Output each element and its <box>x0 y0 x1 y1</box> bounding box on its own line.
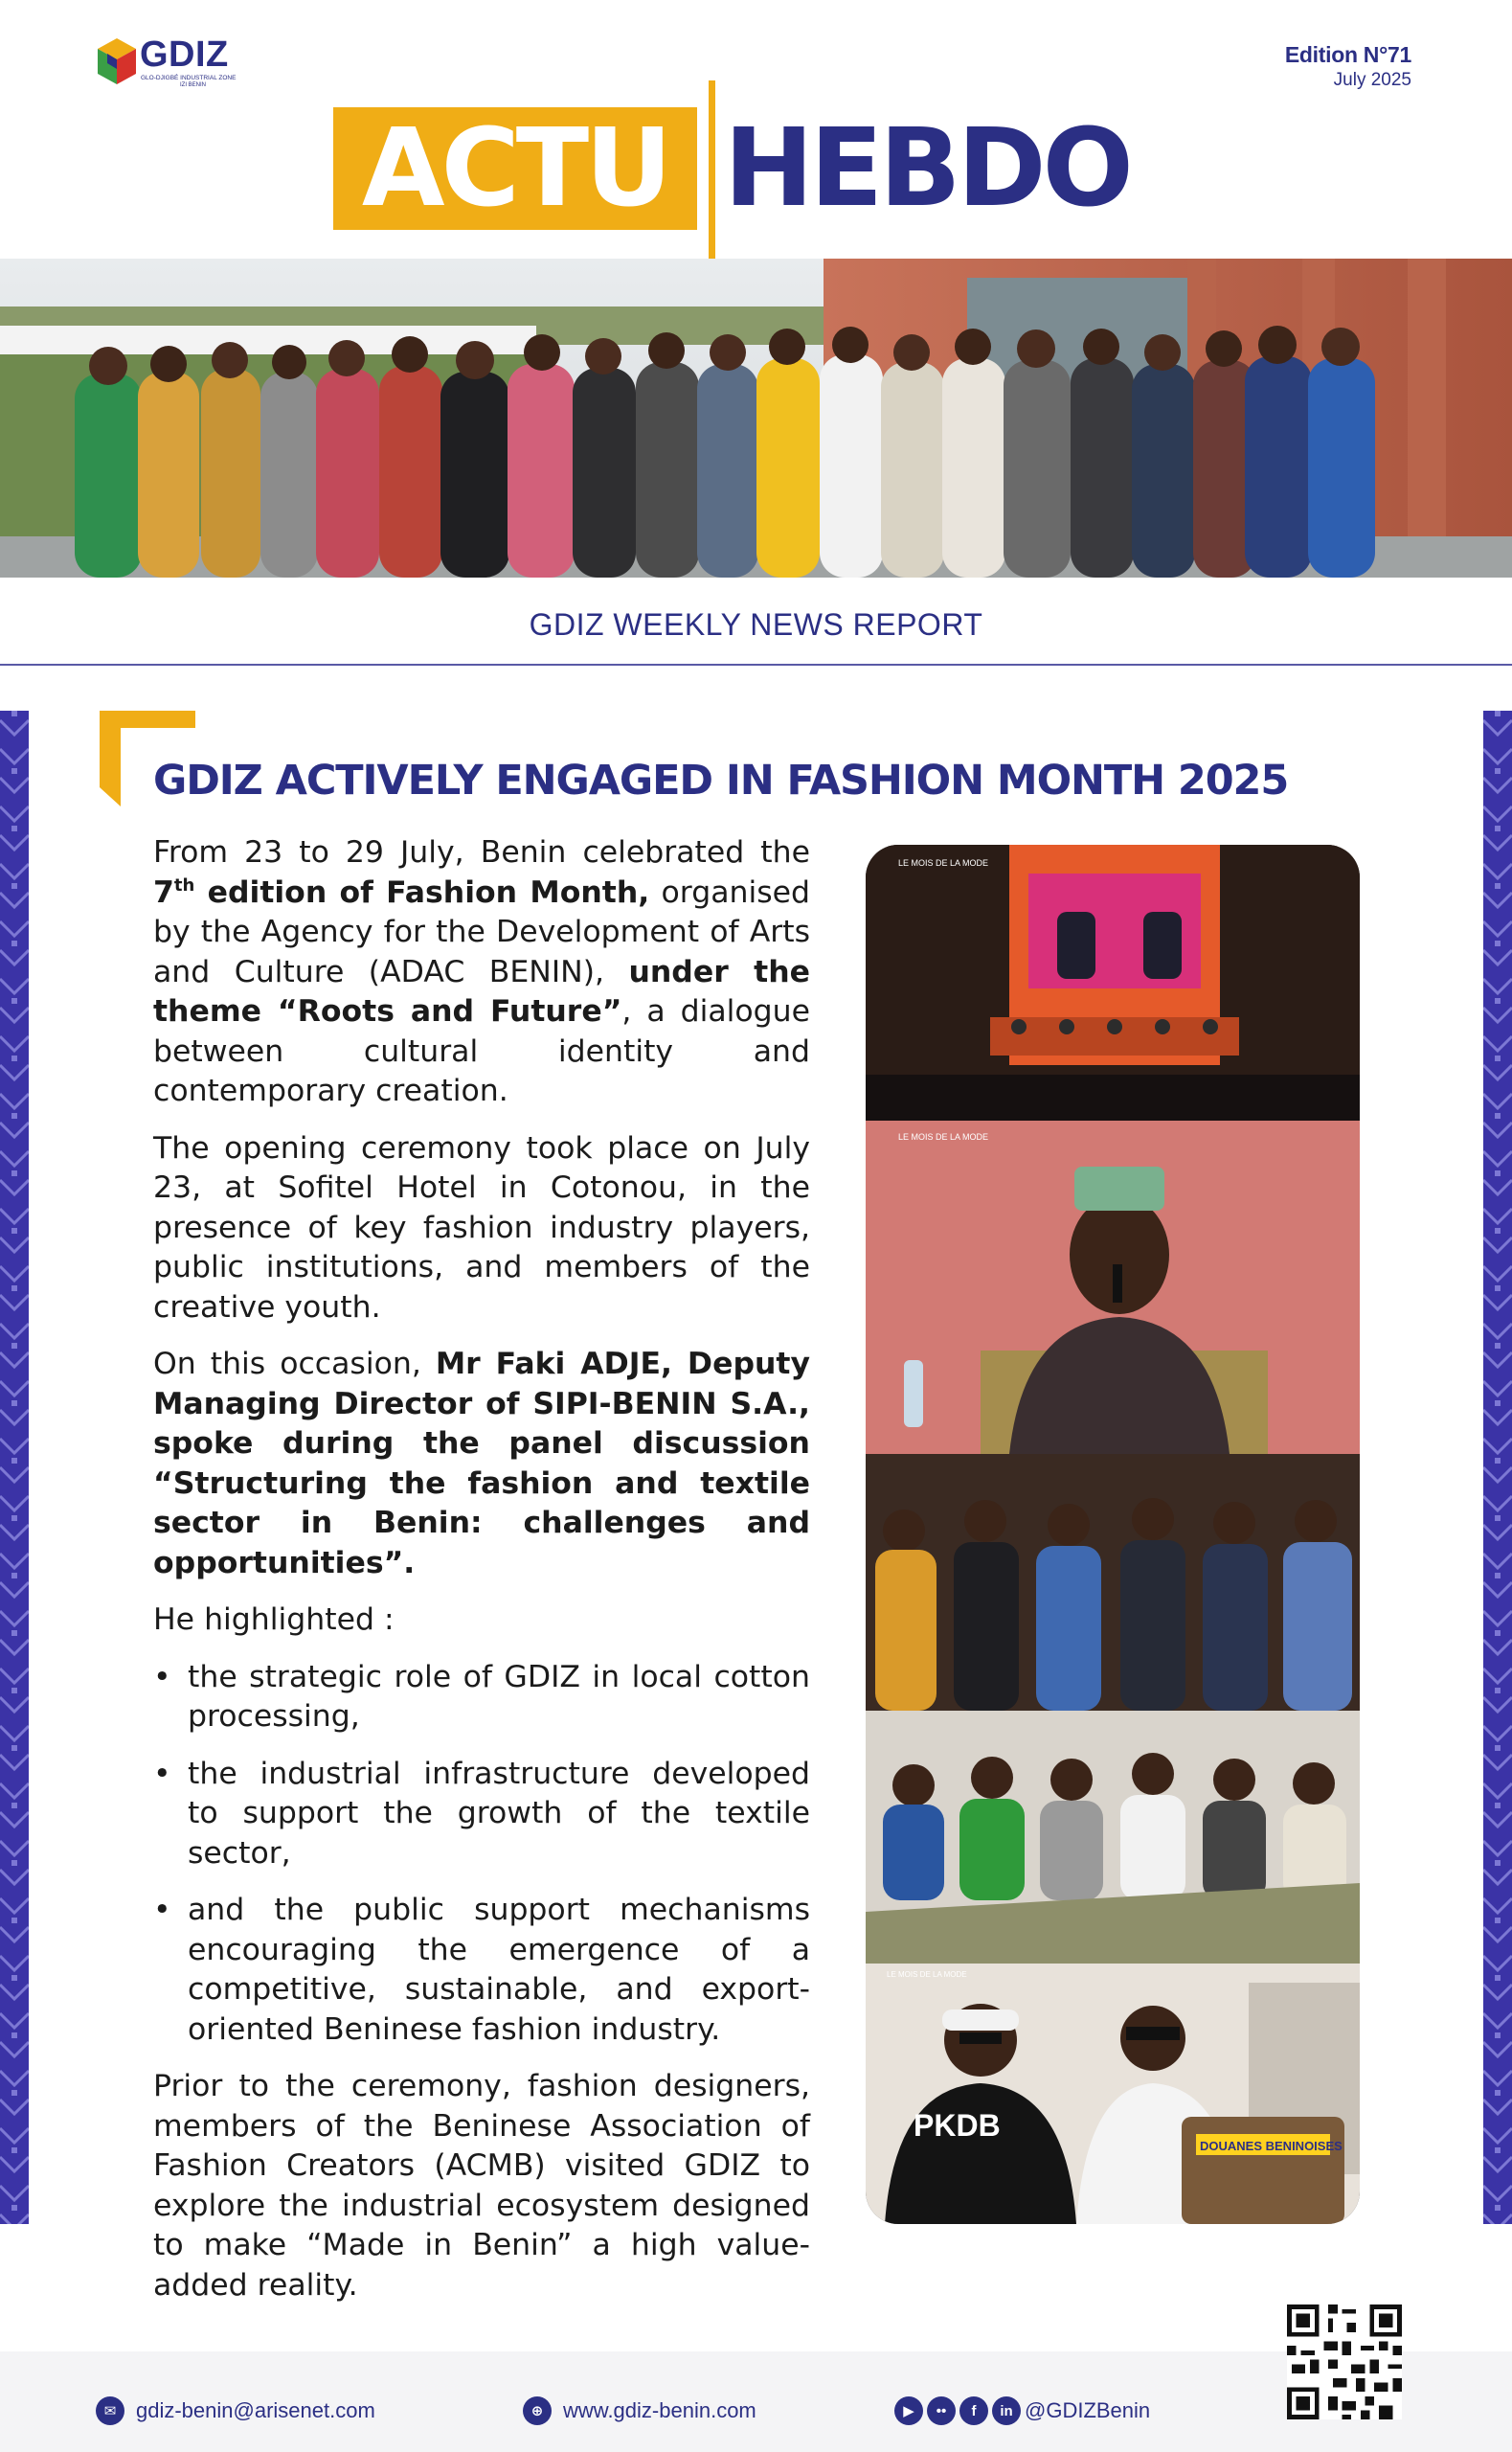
paragraph-3 <box>153 1345 810 1583</box>
photo-stage-panel <box>866 845 1360 1121</box>
edition-date: July 2025 <box>1333 70 1411 90</box>
right-pattern-strip <box>1483 711 1512 2224</box>
photo-speaker <box>866 1121 1360 1454</box>
mail-icon: ✉ <box>96 2396 124 2425</box>
masthead-divider <box>709 80 715 259</box>
report-rule <box>0 664 1512 666</box>
p1-ordinal: th <box>173 874 195 896</box>
event-logo-3: LE MOIS DE LA MODE <box>887 1970 967 1979</box>
edition-block <box>1285 42 1411 91</box>
list-item: • the strategic role of GDIZ in local cotton processing, <box>153 1658 810 1737</box>
globe-icon: ⊕ <box>523 2396 552 2425</box>
list-item: • and the public support mechanisms encouraging the emergence of a competitive, sustainable, and export-oriented Beninese fashion industry. <box>153 1891 810 2050</box>
list-item: • the industrial infrastructure developed to support the growth of the textile sector, <box>153 1755 810 1874</box>
photo-site-model <box>866 1711 1360 1964</box>
event-logo-2: LE MOIS DE LA MODE <box>898 1132 989 1142</box>
qr-code[interactable] <box>1287 2304 1402 2419</box>
brand-name: GDIZ <box>140 34 229 75</box>
gdiz-logo <box>96 33 239 94</box>
email-text[interactable]: gdiz-benin@arisenet.com <box>136 2398 375 2422</box>
p3-speaker: Mr Faki ADJE, Deputy Managing Director of SIPI-BENIN S.A., spoke during the panel discussion “Structuring the fashion and textile sector in Benin: challenges and opportunities”. <box>153 1347 811 1580</box>
p1-text-a: From 23 to 29 July, Benin celebrated the <box>153 835 810 870</box>
article-title: GDIZ ACTIVELY ENGAGED IN FASHION MONTH 2025 <box>153 757 1289 805</box>
flickr-icon[interactable]: •• <box>927 2396 956 2425</box>
p3-text-a: On this occasion, <box>153 1347 436 1381</box>
garment-text: DOUANES BENINOISES <box>1200 2139 1343 2153</box>
social-handle[interactable]: @GDIZBenin <box>1025 2398 1151 2422</box>
footer-email[interactable] <box>96 2395 375 2427</box>
p1-edition-number: 7 <box>153 874 174 910</box>
youtube-icon[interactable]: ▶ <box>894 2396 923 2425</box>
article-body <box>153 833 810 2323</box>
masthead-hebdo: HEBDO <box>724 106 1130 231</box>
masthead-actu-box <box>333 107 697 230</box>
paragraph-2: The opening ceremony took place on July 23, at Sofitel Hotel in Cotonou, in the presence of key fashion industry players, public institutions, and members of the creative youth. <box>153 1130 810 1325</box>
edition-number: Edition N°71 <box>1284 42 1411 67</box>
photo-designers <box>866 1964 1360 2224</box>
paragraph-5: Prior to the ceremony, fashion designers, members of the Beninese Association of Fashion Creators (ACMB) visited GDIZ to explore the industrial ecosystem designed to make “Made in Benin” a high value-added reality. <box>153 2069 810 2303</box>
hero-group-photo <box>0 259 1512 578</box>
paragraph-1 <box>153 833 810 1112</box>
p1-text-f: , a dialogue between cultural identity and contemporary creation. <box>153 994 811 1108</box>
website-text[interactable]: www.gdiz-benin.com <box>563 2398 756 2422</box>
photo-audience <box>866 1454 1360 1711</box>
linkedin-icon[interactable]: in <box>992 2396 1021 2425</box>
event-logo: LE MOIS DE LA MODE <box>898 858 989 868</box>
paragraph-4: He highlighted : <box>153 1602 395 1637</box>
gdiz-cube-icon <box>96 36 138 88</box>
brand-subtitle: GLO-DJIGBÉ INDUSTRIAL ZONE <box>141 75 237 81</box>
footer-social <box>894 2395 1150 2427</box>
p1-text-d: organised by the Agency for the Development of Arts and Culture (ADAC BENIN), <box>153 874 811 989</box>
report-title: GDIZ WEEKLY NEWS REPORT <box>529 607 983 642</box>
highlights-list <box>153 1658 810 2051</box>
facebook-icon[interactable]: f <box>959 2396 988 2425</box>
p1-edition-label: edition of Fashion Month, <box>194 874 650 910</box>
left-pattern-strip <box>0 711 29 2224</box>
footer-website[interactable] <box>523 2395 756 2427</box>
brand-subtitle-2: IZI BENIN <box>180 82 207 88</box>
shirt-text: PKDB <box>914 2108 1001 2143</box>
photo-collage <box>866 845 1360 2224</box>
p1-theme: under the theme “Roots and Future” <box>153 954 810 1029</box>
masthead-actu: ACTU <box>361 106 669 231</box>
